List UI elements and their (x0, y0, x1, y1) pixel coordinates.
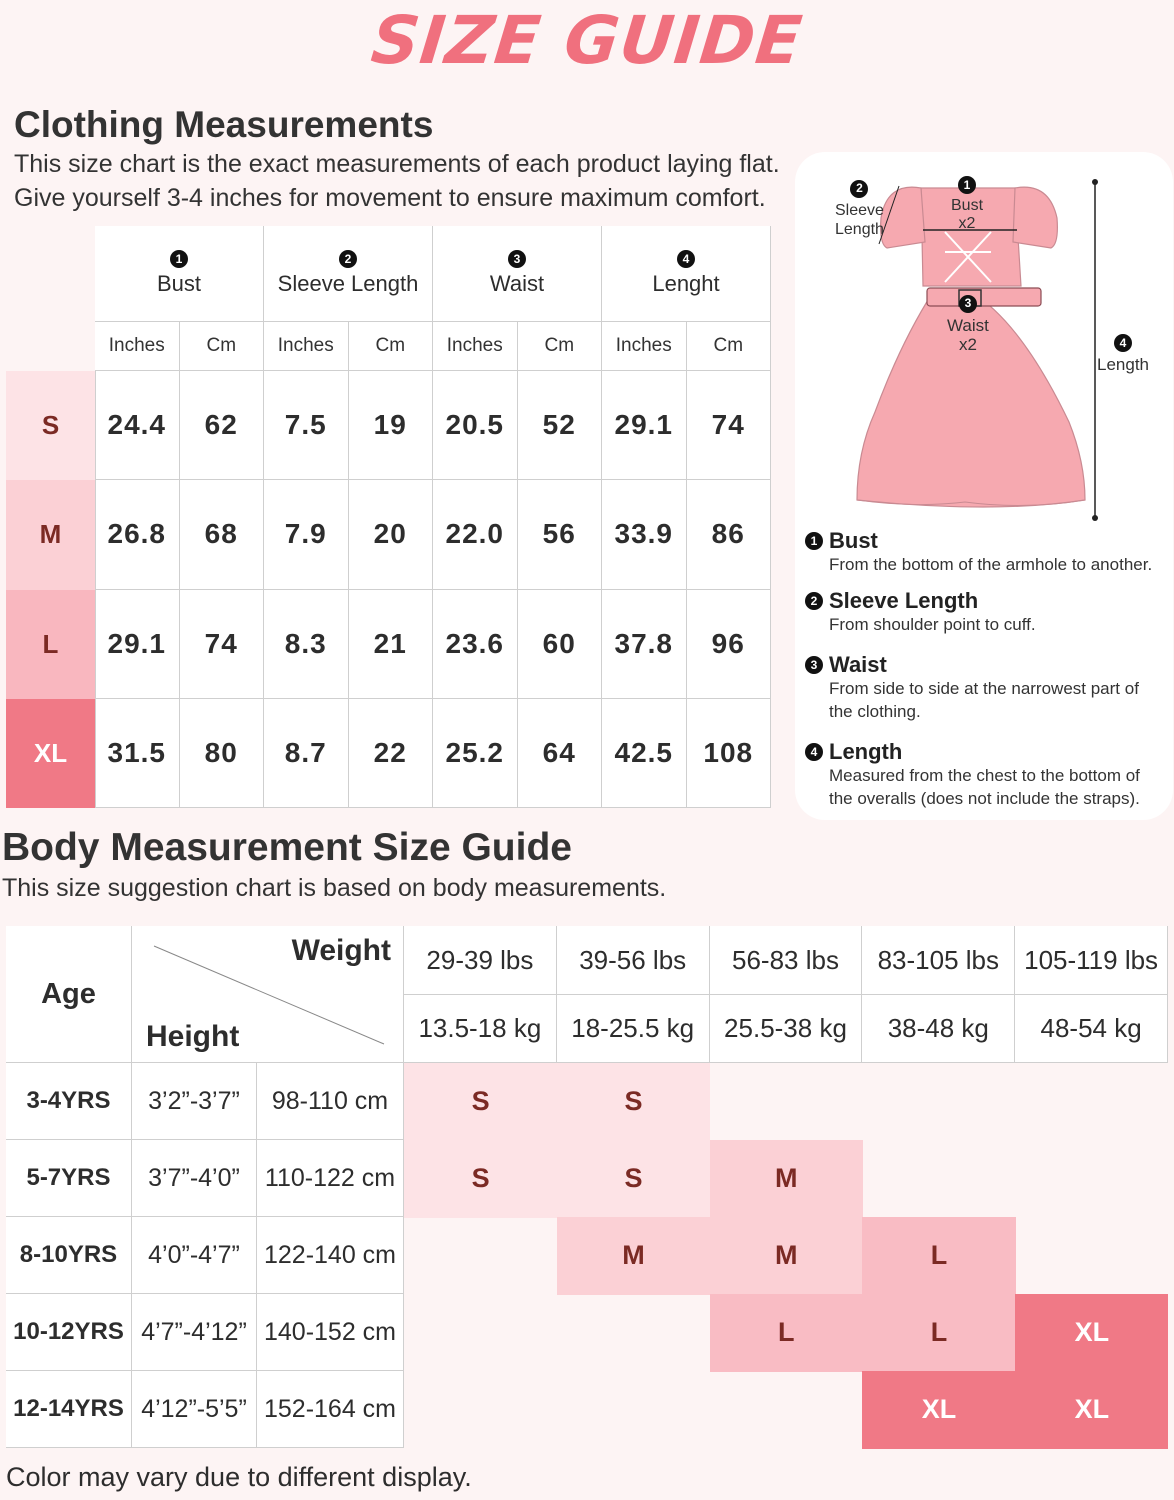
size-label-s: S (6, 371, 95, 480)
measurement-cell: 20.5 (433, 371, 518, 480)
length-badge-icon: 4 (1114, 334, 1132, 352)
size-recommendation-cell: L (862, 1217, 1015, 1295)
size-recommendation-cell: M (710, 1140, 863, 1218)
group-label: Lenght (652, 271, 720, 296)
measurement-cell: 52 (518, 371, 603, 480)
weight-kg-header: 13.5-18 kg (404, 995, 557, 1063)
dress-diagram-card (795, 152, 1173, 820)
measurement-cell: 80 (180, 699, 265, 808)
weight-lbs-header: 29-39 lbs (404, 926, 557, 995)
weight-lbs-header: 56-83 lbs (710, 926, 863, 995)
waist-label-line2: x2 (958, 334, 977, 354)
legend-badge-icon: 3 (805, 656, 823, 674)
measurement-cell: 19 (349, 371, 434, 480)
body-desc: This size suggestion chart is based on body measurements. (2, 874, 667, 902)
weight-lbs-header: 39-56 lbs (557, 926, 710, 995)
legend-desc-line: the clothing. (829, 702, 921, 721)
size-recommendation-cell: XL (1015, 1371, 1168, 1449)
measurement-cell: 96 (687, 590, 772, 699)
age-cell: 3-4YRS (6, 1063, 132, 1140)
measurement-cell: 74 (687, 371, 772, 480)
unit-header: Cm (687, 322, 772, 371)
measurement-cell: 29.1 (95, 590, 180, 699)
length-label-text: Length (1097, 355, 1149, 374)
measurement-cell: 26.8 (95, 480, 180, 589)
legend-title-1 (805, 588, 978, 614)
age-cell: 10-12YRS (6, 1294, 132, 1371)
height-cm-cell: 98-110 cm (257, 1063, 404, 1140)
group-badge-icon: 4 (677, 250, 695, 268)
measurement-cell: 22 (349, 699, 434, 808)
legend-title-text: Length (829, 739, 903, 764)
height-cm-cell: 140-152 cm (257, 1294, 404, 1371)
height-ft-cell: 3’7”-4’0” (132, 1140, 257, 1217)
age-cell: 8-10YRS (6, 1217, 132, 1294)
size-label-l: L (6, 590, 95, 699)
legend-title-3 (805, 739, 902, 765)
size-recommendation-cell: L (862, 1294, 1015, 1372)
unit-header: Inches (602, 322, 687, 371)
measurement-cell: 21 (349, 590, 434, 699)
body-size-guide-table (6, 926, 1168, 1448)
height-ft-cell: 4’7”-4’12” (132, 1294, 257, 1371)
bust-label-line2: x2 (958, 215, 976, 232)
legend-badge-icon: 2 (805, 592, 823, 610)
unit-header: Inches (264, 322, 349, 371)
height-ft-cell: 3’2”-3’7” (132, 1063, 257, 1140)
group-label: Waist (489, 271, 545, 296)
legend-title-0 (805, 528, 878, 554)
size-recommendation-cell: M (710, 1217, 863, 1295)
clothing-heading: Clothing Measurements (14, 104, 434, 145)
sleeve-label-line2: Length (835, 220, 884, 238)
height-ft-cell: 4’0”-4’7” (132, 1217, 257, 1294)
measurement-cell: 29.1 (602, 371, 687, 480)
legend-desc-line: the overalls (does not include the straps). (829, 789, 1140, 808)
measurement-cell: 86 (687, 480, 772, 589)
legend-title-text: Waist (829, 652, 887, 677)
measurement-cell: 37.8 (602, 590, 687, 699)
bust-badge-icon: 1 (958, 176, 976, 194)
measurement-cell: 24.4 (95, 371, 180, 480)
length-label (1097, 332, 1149, 375)
measurement-cell: 68 (180, 480, 265, 589)
footer-note: Color may vary due to different display. (6, 1462, 472, 1492)
measurement-cell: 23.6 (433, 590, 518, 699)
group-header-2 (433, 226, 602, 322)
weight-kg-header: 48-54 kg (1015, 995, 1168, 1063)
size-recommendation-cell: S (404, 1063, 557, 1141)
measurement-cell: 7.9 (264, 480, 349, 589)
measurement-cell: 108 (687, 699, 772, 808)
weight-lbs-header: 105-119 lbs (1015, 926, 1168, 995)
legend-title-text: Bust (829, 528, 878, 553)
age-cell: 5-7YRS (6, 1140, 132, 1217)
group-header-1 (264, 226, 433, 322)
measurement-cell: 56 (518, 480, 603, 589)
height-ft-cell: 4’12”-5’5” (132, 1371, 257, 1448)
unit-header: Inches (95, 322, 180, 371)
size-recommendation-cell: XL (1015, 1294, 1168, 1372)
group-header-0 (95, 226, 264, 322)
group-label: Bust (156, 271, 202, 296)
measurement-cell: 8.7 (264, 699, 349, 808)
measurement-cell: 31.5 (95, 699, 180, 808)
measurement-cell: 25.2 (433, 699, 518, 808)
age-header: Age (6, 926, 132, 1063)
bust-label (951, 176, 983, 233)
legend-desc-line: From shoulder point to cuff. (829, 615, 1036, 634)
size-label-xl: XL (6, 699, 95, 808)
legend-badge-icon: 4 (805, 743, 823, 761)
weight-kg-header: 18-25.5 kg (557, 995, 710, 1063)
group-label: Sleeve Length (277, 271, 419, 296)
clothing-desc-line2: Give yourself 3-4 inches for movement to ensure maximum comfort. (14, 184, 766, 212)
unit-header: Inches (433, 322, 518, 371)
group-header-3 (602, 226, 771, 322)
weight-kg-header: 25.5-38 kg (710, 995, 863, 1063)
size-recommendation-cell: L (710, 1294, 863, 1372)
bust-label-line1: Bust (951, 197, 984, 214)
legend-desc-line: From side to side at the narrowest part of (829, 679, 1139, 698)
height-cm-cell: 152-164 cm (257, 1371, 404, 1448)
clothing-measurements-table (6, 226, 771, 808)
weight-height-header (132, 926, 404, 1063)
group-badge-icon: 1 (170, 250, 188, 268)
legend-badge-icon: 1 (805, 532, 823, 550)
size-recommendation-cell: XL (862, 1371, 1015, 1449)
weight-lbs-header: 83-105 lbs (862, 926, 1015, 995)
measurement-cell: 33.9 (602, 480, 687, 589)
sleeve-length-label (835, 178, 884, 239)
measurement-cell: 64 (518, 699, 603, 808)
height-cm-cell: 110-122 cm (257, 1140, 404, 1217)
size-recommendation-cell: M (557, 1217, 710, 1295)
body-heading: Body Measurement Size Guide (2, 826, 572, 869)
group-badge-icon: 2 (339, 250, 357, 268)
waist-label-line1: Waist (947, 315, 989, 335)
clothing-desc-line1: This size chart is the exact measurements of each product laying flat. (14, 150, 780, 178)
unit-header: Cm (180, 322, 265, 371)
legend-desc-line: Measured from the chest to the bottom of (829, 766, 1140, 785)
measurement-cell: 22.0 (433, 480, 518, 589)
sleeve-label-line1: Sleeve (835, 201, 884, 219)
size-recommendation-cell: S (557, 1140, 710, 1218)
size-recommendation-cell: S (404, 1140, 557, 1218)
measurement-cell: 7.5 (264, 371, 349, 480)
measurement-cell: 8.3 (264, 590, 349, 699)
weight-kg-header: 38-48 kg (862, 995, 1015, 1063)
height-cm-cell: 122-140 cm (257, 1217, 404, 1294)
measurement-cell: 62 (180, 371, 265, 480)
table-body-left-border (95, 371, 96, 808)
measurement-cell: 20 (349, 480, 434, 589)
legend-title-2 (805, 652, 887, 678)
legend-desc-line: From the bottom of the armhole to another. (829, 555, 1153, 574)
age-cell: 12-14YRS (6, 1371, 132, 1448)
group-badge-icon: 3 (508, 250, 526, 268)
legend-title-text: Sleeve Length (829, 588, 979, 613)
size-recommendation-cell: S (557, 1063, 710, 1141)
waist-badge-icon: 3 (959, 295, 977, 313)
measurement-cell: 74 (180, 590, 265, 699)
page-title: SIZE GUIDE (367, 2, 807, 79)
weight-label: Weight (291, 934, 391, 967)
unit-header: Cm (349, 322, 434, 371)
size-label-m: M (6, 480, 95, 589)
measurement-cell: 42.5 (602, 699, 687, 808)
sleeve-badge-icon: 2 (850, 180, 868, 198)
unit-header: Cm (518, 322, 603, 371)
height-label: Height (146, 1020, 240, 1053)
waist-label (947, 292, 989, 354)
measurement-cell: 60 (518, 590, 603, 699)
